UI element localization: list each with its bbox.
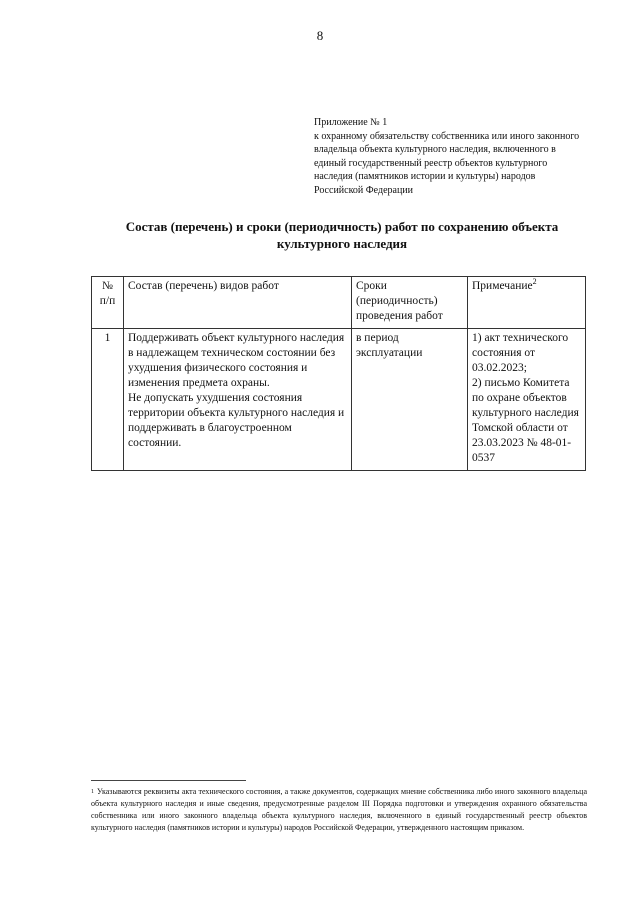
row-works-text-2: Не допускать ухудшения состояния территории объекта культурного наследия и поддерживать в благоустроенном состоянии. [128,392,345,449]
header-note [468,277,586,329]
row-num: 1 [92,329,124,471]
appendix-title: Приложение № 1 [314,117,388,128]
row-note-2: 2) письмо Комитета по охране объектов культурного наследия Томской области от 23.03.2023 № 48-01-0537 [472,377,579,464]
table-row [92,329,586,471]
footnote-mark: 1 [91,789,94,795]
document-title: Состав (перечень) и сроки (периодичность) работ по сохранению объекта культурного наследия [125,219,559,251]
header-note-label: Примечание [472,280,533,292]
row-works [124,329,352,471]
row-works-text-1: Поддерживать объект культурного наследия в надлежащем техническом состоянии без ухудшения физического состояния и изменения предмета охраны. [128,332,345,389]
table-header-row [92,277,586,329]
page-number: 8 [316,28,324,43]
appendix-subtitle: к охранному обязательству собственника или иного законного владельца объекта культурного наследия, включенного в единый государственный реестр объектов культурного наследия (памятников истории и культуры) народов Российской Федерации [314,130,580,196]
row-note-1: 1) акт технического состояния от 03.02.2023; [472,332,569,374]
works-table [91,276,586,471]
header-num: № п/п [92,277,124,329]
header-works: Состав (перечень) видов работ [124,277,352,329]
appendix-header [314,116,584,197]
footnote [91,786,587,834]
row-note [468,329,586,471]
row-terms: в период эксплуатации [352,329,468,471]
header-terms: Сроки (периодичность) проведения работ [352,277,468,329]
footnote-text: Указываются реквизиты акта технического состояния, а также документов, содержащих мнение собственника либо иного законного владельца объекта культурного наследия и иные сведения, предусмотренные разделом III Порядка подготовки и утверждения охранного обязательства собственника или иного законного владельца объекта культурного наследия, включенного в единый государственный реестр объектов культурного наследия (памятников истории и культуры) народов Российской Федерации, утвержденного настоящим приказом. [91,787,587,832]
footnote-ref: 2 [532,277,537,287]
footnote-divider [91,780,246,781]
